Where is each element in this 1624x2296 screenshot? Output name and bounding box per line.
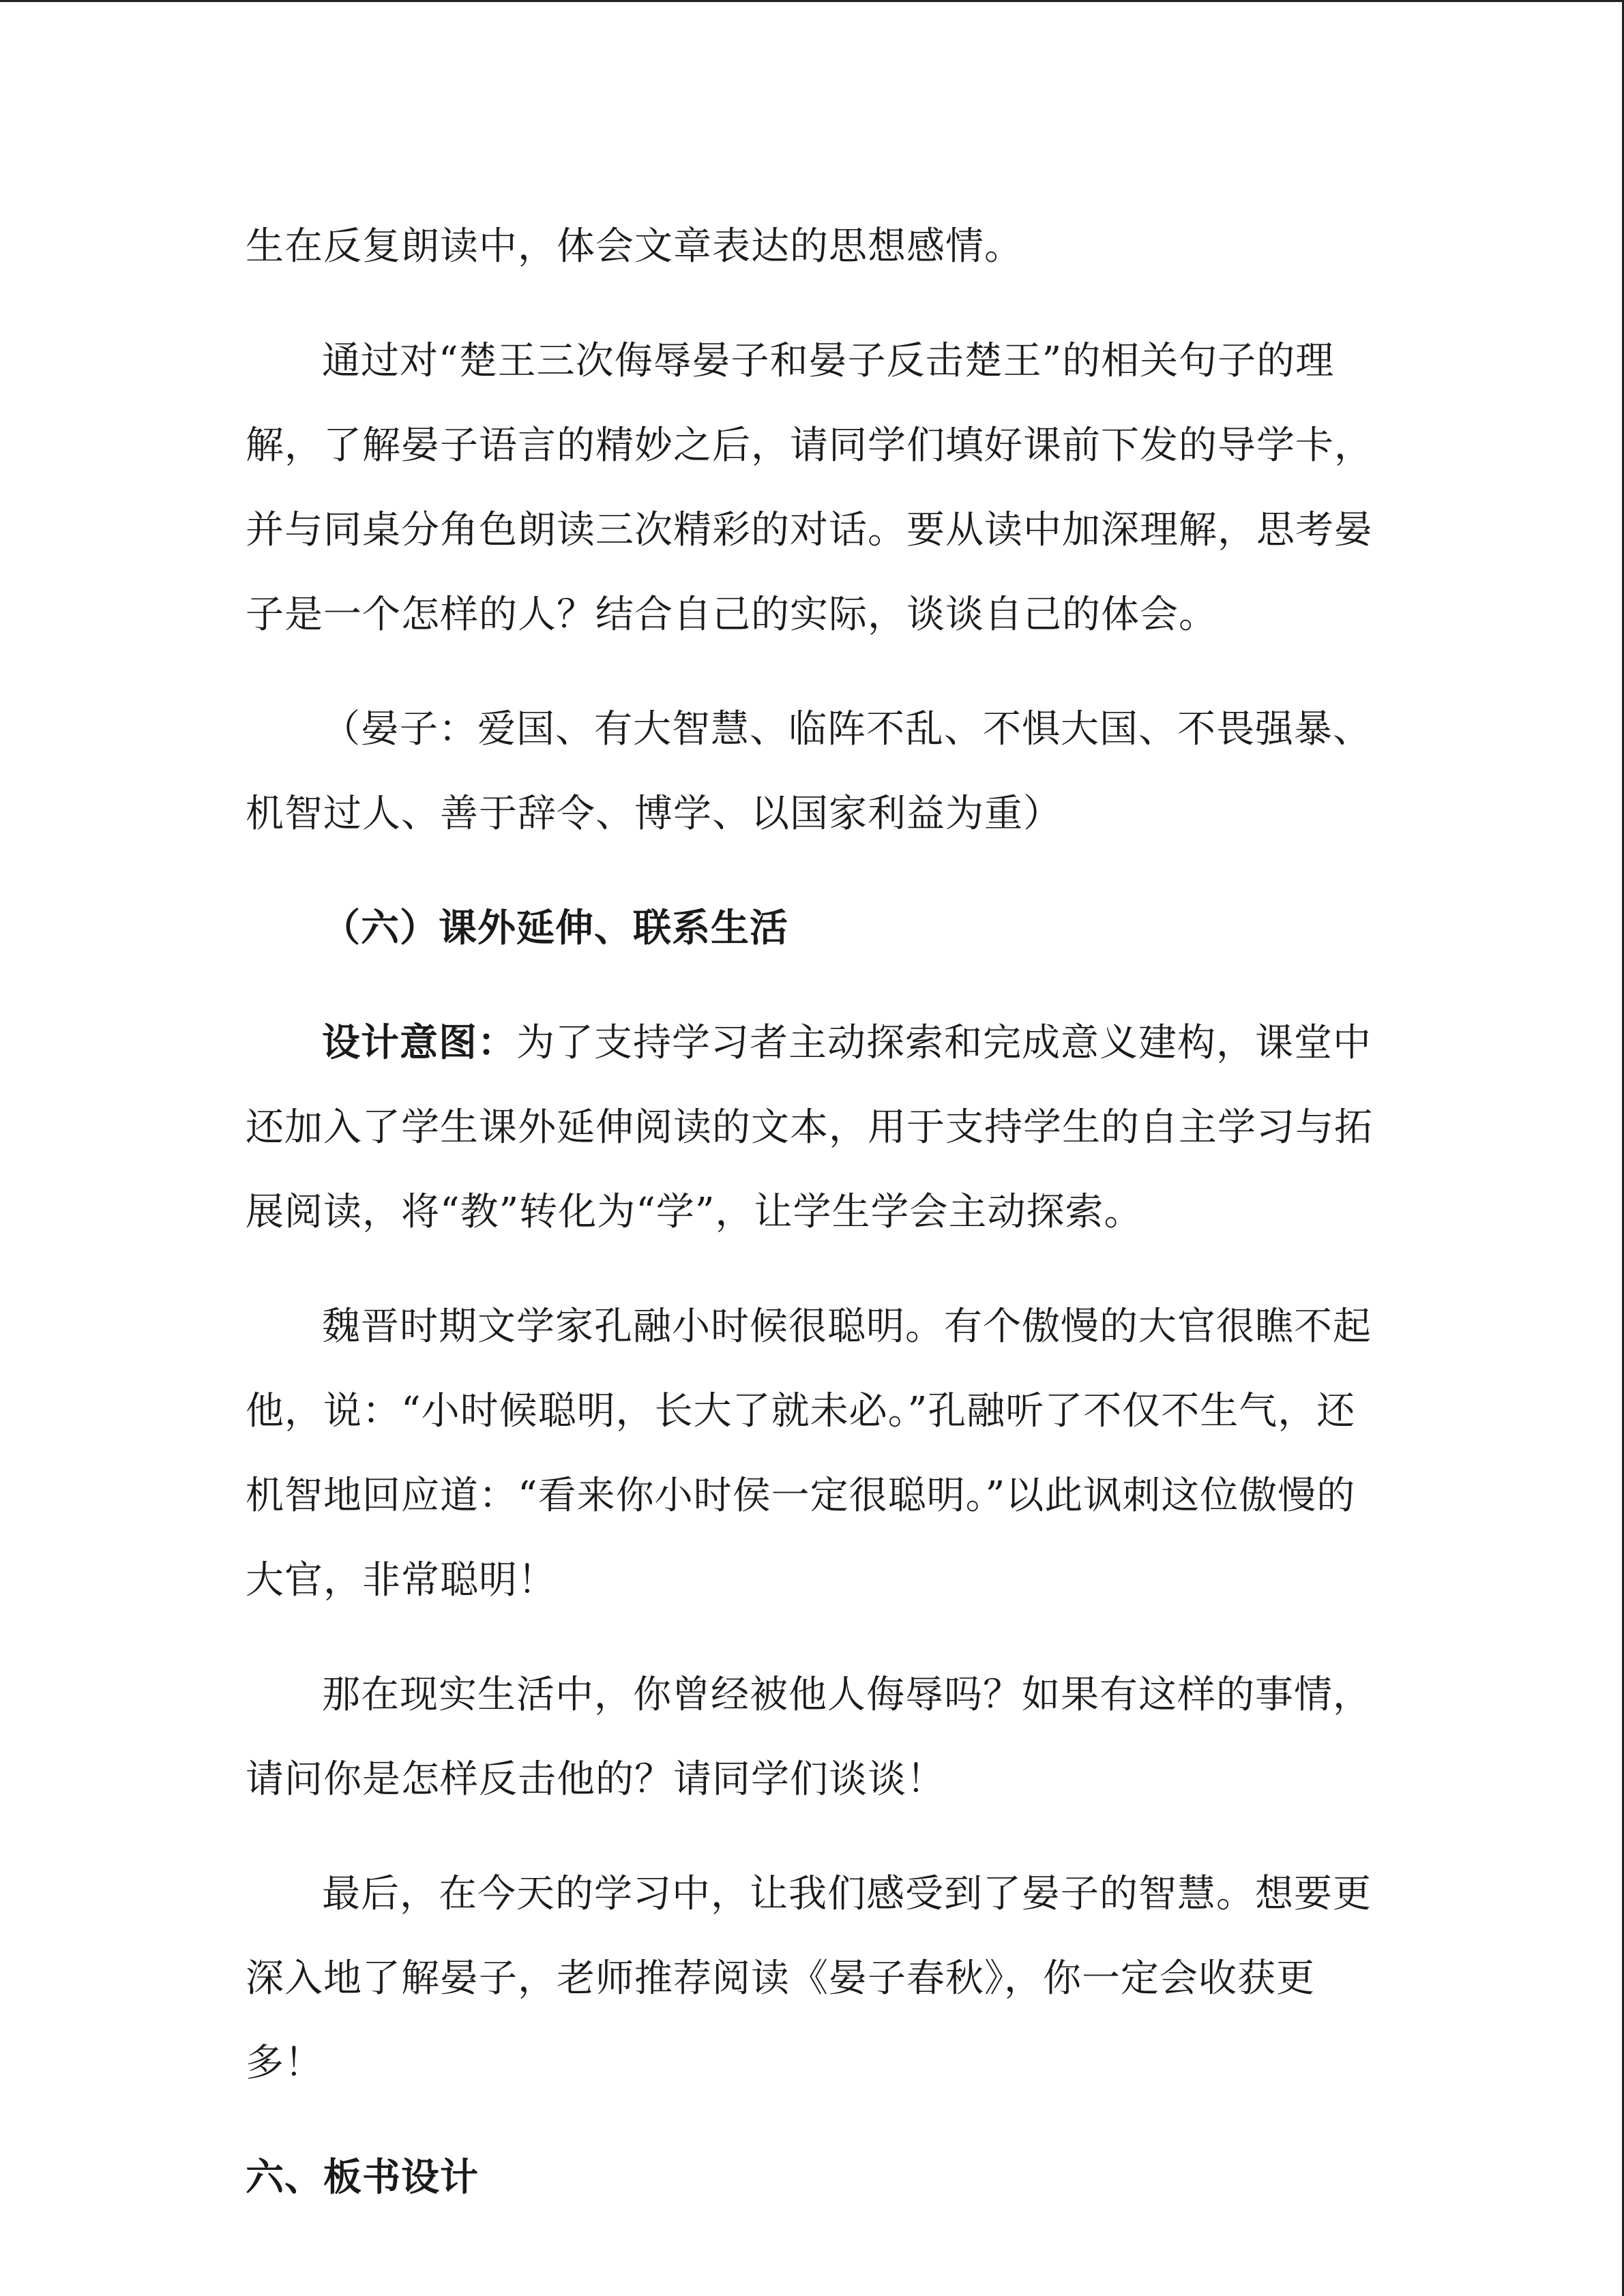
paragraph-design-intent: [246, 1001, 1378, 1255]
page-border-top: [0, 0, 1624, 2]
paragraph-yanzi-traits: （晏子：爱国、有大智慧、临阵不乱、不惧大国、不畏强暴、机智过人、善于辞令、博学、以国家利益为重）: [246, 707, 1372, 836]
section-heading-blackboard: 六、板书设计: [246, 2156, 479, 2200]
paragraph-kongrong-story: 魏晋时期文学家孔融小时候很聪明。有个傲慢的大官很瞧不起他，说：“小时候聪明，长大了就未必。”孔融听了不仅不生气，还机智地回应道：“看来你小时侯一定很聪明。”以此讽刺这位傲慢的大官，非常聪明！: [246, 1304, 1372, 1602]
paragraph-conclusion: 最后，在今天的学习中，让我们感受到了晏子的智慧。想要更深入地了解晏子，老师推荐阅读《晏子春秋》，你一定会收获更多！: [246, 1872, 1372, 2085]
paragraph-real-life-question: 那在现实生活中，你曾经被他人侮辱吗？如果有这样的事情，请问你是怎样反击他的？请同学们谈谈！: [246, 1673, 1372, 1802]
paragraph-continuation: 生在反复朗读中，体会文章表达的思想感情。: [246, 224, 1023, 269]
subheading-extension: （六）课外延伸、联系生活: [322, 906, 788, 951]
design-intent-text: 为了支持学习者主动探索和完成意义建构，课堂中还加入了学生课外延伸阅读的文本，用于支持学生的自主学习与拓展阅读，将“教”转化为“学”，让学生学会主动探索。: [246, 1021, 1373, 1234]
paragraph-reading-analysis: 通过对“楚王三次侮辱晏子和晏子反击楚王”的相关句子的理解，了解晏子语言的精妙之后，请同学们填好课前下发的导学卡，并与同桌分角色朗读三次精彩的对话。要从读中加深理解，思考晏子是一个怎样的人？结合自己的实际，谈谈自己的体会。: [246, 339, 1373, 637]
design-intent-label: 设计意图：: [322, 1021, 516, 1065]
document-body: [246, 205, 1378, 2250]
